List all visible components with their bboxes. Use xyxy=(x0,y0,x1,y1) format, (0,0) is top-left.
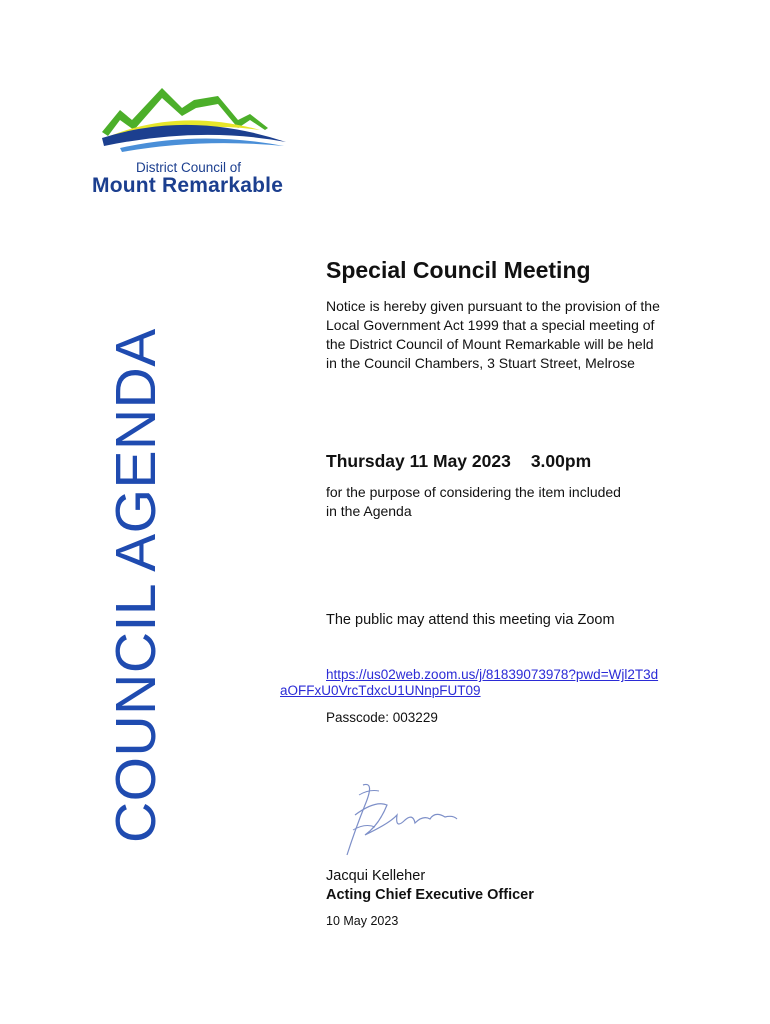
zoom-link-line2[interactable]: aOFFxU0VrcTdxcU1UNnpFUT09 xyxy=(280,683,481,698)
side-title: COUNCIL AGENDA xyxy=(104,328,168,843)
signer-role: Acting Chief Executive Officer xyxy=(326,887,534,903)
public-note: The public may attend this meeting via Zoom xyxy=(326,612,615,628)
logo-text-line2: Mount Remarkable xyxy=(92,174,284,197)
notice-paragraph: Notice is hereby given pursuant to the provision of the Local Government Act 1999 that a special meeting of the District Council of Mount Remarkable will be held in the Council Chambers, 3 Stuart Street, Melrose xyxy=(326,298,660,371)
meeting-date: Thursday 11 May 2023 xyxy=(326,451,511,471)
zoom-passcode: Passcode: 003229 xyxy=(326,710,438,725)
purpose-paragraph: for the purpose of considering the item included in the Agenda xyxy=(326,484,621,519)
signed-date: 10 May 2023 xyxy=(326,914,399,928)
logo-text-line1: District Council of xyxy=(136,160,242,175)
signer-name: Jacqui Kelleher xyxy=(326,868,426,884)
logo-light-blue-swoosh xyxy=(120,138,284,152)
page-title: Special Council Meeting xyxy=(326,257,591,283)
meeting-time: 3.00pm xyxy=(530,451,592,471)
zoom-link-line1[interactable]: https://us02web.zoom.us/j/81839073978?pwd=Wjl2T3d xyxy=(326,667,659,682)
signature-image xyxy=(335,775,465,865)
meeting-datetime xyxy=(326,451,591,472)
